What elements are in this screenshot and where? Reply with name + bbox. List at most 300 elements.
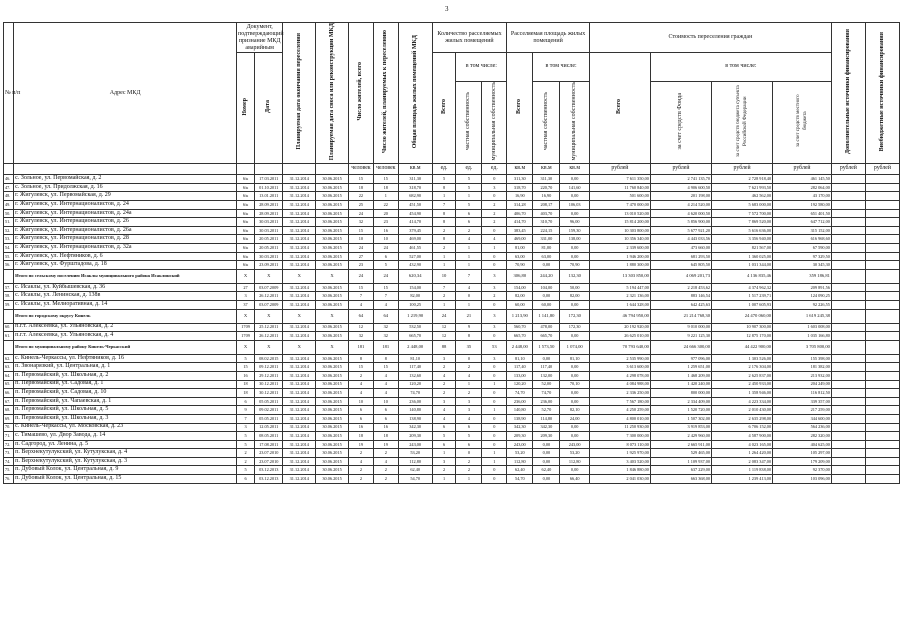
row-number-cell: 56. (4, 261, 14, 270)
table-cell: 1 213,90 (507, 309, 533, 323)
table-cell: 0 (482, 414, 507, 423)
col-cost-header: Стоимость переселения граждан (589, 23, 831, 53)
address-cell: Итого по муниципальному району Кинель-Черкасский (14, 340, 237, 354)
table-cell: 1 119 838,00 (712, 466, 773, 475)
unit-cell: рублей (712, 164, 773, 175)
table-cell: 63,00 (533, 252, 560, 261)
table-cell: 18 (373, 432, 398, 441)
col-extra-header: Дополнительные источники финансирования (844, 29, 851, 155)
table-row (4, 432, 900, 441)
table-cell: 192 580,00 (773, 201, 832, 210)
table-cell: 564 236,00 (773, 423, 832, 432)
table-cell (831, 175, 865, 184)
table-cell: 2 (348, 449, 373, 458)
table-cell: 501 600,00 (589, 192, 650, 201)
table-cell: 6/к (237, 192, 255, 201)
table-cell (831, 414, 865, 423)
table-cell: X (316, 340, 349, 354)
table-cell: 17.03.2011 (255, 175, 283, 184)
table-cell: 12 875 170,00 (712, 332, 773, 341)
address-cell: п. Первомайский, ул. Школьная, д. 2 (14, 371, 237, 380)
table-cell: 6 (348, 406, 373, 415)
table-cell: 31.12.2014 (283, 244, 316, 253)
table-cell: 2 (482, 218, 507, 227)
table-cell: 4 587 900,00 (712, 432, 773, 441)
table-cell: 1 (456, 380, 482, 389)
table-cell: 31.12.2014 (283, 397, 316, 406)
table-cell: 4 (456, 235, 482, 244)
table-cell: 3 (432, 457, 456, 466)
col-residents-total-header: Число жителей, всего (357, 62, 364, 121)
table-cell: 3 (237, 423, 255, 432)
table-row (4, 323, 900, 332)
table-cell: 30.03.2011 (255, 226, 283, 235)
col-rooms-incl-header: в том числе: (456, 53, 507, 82)
table-cell: 15 (373, 363, 398, 372)
table-cell: 4 (348, 380, 373, 389)
col-num-header: № п/п (4, 23, 14, 164)
table-cell (831, 261, 865, 270)
table-cell: 6/к (237, 226, 255, 235)
table-cell (865, 440, 899, 449)
table-cell: 16,90 (507, 192, 533, 201)
table-cell: 2 010 430,00 (712, 406, 773, 415)
table-cell: 6 (432, 423, 456, 432)
col-area-total-header: Всего (516, 99, 523, 115)
table-cell: 1 109 937,00 (650, 457, 711, 466)
table-cell: 1 (432, 192, 456, 201)
table-cell (831, 252, 865, 261)
table-cell: 26.12.2011 (255, 292, 283, 301)
col-area-private-header: частная собственность (542, 91, 549, 151)
table-cell: 5 (237, 466, 255, 475)
table-cell: 2 (432, 466, 456, 475)
table-cell: 31.12.2014 (283, 406, 316, 415)
table-cell: 3 (456, 397, 482, 406)
table-cell: 3 (482, 323, 507, 332)
table-cell: X (283, 340, 316, 354)
table-cell: 311,30 (507, 175, 533, 184)
unit-cell: человек (348, 164, 373, 175)
table-cell: 54,70 (398, 475, 432, 484)
table-cell: 7 (348, 292, 373, 301)
table-cell: 6 (237, 475, 255, 484)
table-cell (831, 300, 865, 309)
unit-cell (14, 164, 237, 175)
table-row (4, 449, 900, 458)
table-cell: 2 (348, 371, 373, 380)
table-cell: 132,60 (398, 371, 432, 380)
table-row (4, 244, 900, 253)
col-doc-date-header: Дата (265, 100, 272, 114)
table-cell: 74,70 (398, 389, 432, 398)
table-cell: 6 (348, 414, 373, 423)
table-cell: 1 219,90 (398, 309, 432, 323)
table-cell: 21 (456, 309, 482, 323)
table-cell (865, 183, 899, 192)
table-cell: 4 (373, 371, 398, 380)
table-cell: 7 (432, 283, 456, 292)
table-cell: 24 (373, 269, 398, 283)
subtotal-row (4, 309, 900, 323)
table-cell: 4 214 520,00 (650, 201, 711, 210)
table-cell: 53,20 (560, 449, 589, 458)
table-cell: 105 297,00 (773, 449, 832, 458)
table-cell: 52,70 (533, 406, 560, 415)
address-cell: Итого по городскому округу Кинель (14, 309, 237, 323)
table-cell: 6 (237, 397, 255, 406)
table-cell: 31.12.2014 (283, 354, 316, 363)
table-cell: 339 357,00 (773, 397, 832, 406)
table-cell: 12 (432, 332, 456, 341)
table-cell: 17.08.2011 (255, 440, 283, 449)
table-cell: 31.12.2014 (283, 201, 316, 210)
table-cell: 1 520 720,00 (650, 406, 711, 415)
table-cell (865, 209, 899, 218)
table-cell (831, 397, 865, 406)
table-cell (831, 363, 865, 372)
table-cell: 4 223 334,00 (712, 397, 773, 406)
table-cell: 31.12.2014 (283, 363, 316, 372)
table-cell: 03.12.2013 (255, 466, 283, 475)
table-cell: 31.12.2014 (283, 175, 316, 184)
table-cell: 0 (482, 466, 507, 475)
table-cell: 30.06.2015 (316, 363, 349, 372)
table-cell: 0,00 (560, 332, 589, 341)
table-row (4, 209, 900, 218)
table-cell: 7 572 700,00 (712, 209, 773, 218)
address-cell: г. Жигулевск, ул. Интернационалистов, д. 24а (14, 209, 237, 218)
table-cell: 10 (432, 269, 456, 283)
table-cell: 527,00 (398, 252, 432, 261)
table-cell: 0,00 (560, 397, 589, 406)
table-cell: 2 (432, 389, 456, 398)
table-cell: 2 (348, 475, 373, 484)
table-cell: 31.12.2014 (283, 192, 316, 201)
table-cell: 461 145,50 (773, 175, 832, 184)
unit-cell: рублей (773, 164, 832, 175)
table-cell: 01.10.2011 (255, 183, 283, 192)
table-cell: 0,00 (560, 244, 589, 253)
table-body (4, 164, 900, 483)
table-cell: 461,55 (398, 244, 432, 253)
table-cell (831, 457, 865, 466)
table-cell: 1 (432, 300, 456, 309)
table-cell: 31.12.2014 (283, 371, 316, 380)
table-cell (831, 340, 865, 354)
table-cell: 0,00 (560, 389, 589, 398)
table-cell (831, 183, 865, 192)
table-cell: 7 567 180,00 (589, 397, 650, 406)
unit-cell (316, 164, 349, 175)
table-cell (865, 449, 899, 458)
emergency-housing-table (3, 22, 900, 484)
table-cell: 1 946 200,00 (589, 252, 650, 261)
table-cell (865, 397, 899, 406)
table-cell: 30.06.2015 (316, 300, 349, 309)
table-cell: 64 (348, 309, 373, 323)
table-cell (831, 332, 865, 341)
table-cell: 24 (373, 244, 398, 253)
table-cell: 4 443 033,56 (650, 235, 711, 244)
table-cell: 03.07.2009 (255, 283, 283, 292)
row-number-cell: 64. (4, 371, 14, 380)
table-cell: 30.06.2015 (316, 380, 349, 389)
table-cell: 18 (348, 183, 373, 192)
table-cell: 30.03.2011 (255, 252, 283, 261)
table-cell (865, 475, 899, 484)
table-cell: 8 (432, 183, 456, 192)
table-cell: 31.12.2014 (283, 183, 316, 192)
table-cell: 342,30 (507, 423, 533, 432)
table-cell: 1 846 880,00 (589, 466, 650, 475)
table-cell: 318,70 (507, 183, 533, 192)
address-cell: п. Первомайский, ул. Чапаевская, д. 1 (14, 397, 237, 406)
table-cell: 30 345,30 (773, 261, 832, 270)
table-cell (865, 218, 899, 227)
table-row (4, 406, 900, 415)
table-cell: 32 (373, 323, 398, 332)
table-cell: 1 (482, 406, 507, 415)
table-cell: 0,00 (533, 457, 560, 466)
table-cell: 106,03 (560, 201, 589, 210)
table-cell: 3 (237, 292, 255, 301)
table-cell: 217 259,00 (773, 406, 832, 415)
table-row (4, 354, 900, 363)
table-cell: 451,50 (398, 201, 432, 210)
table-cell: 31.12.2014 (283, 332, 316, 341)
table-cell: 209,30 (398, 432, 432, 441)
table-cell: 243,00 (507, 440, 533, 449)
table-cell: 6 (373, 406, 398, 415)
table-cell: 31.12.2014 (283, 423, 316, 432)
table-cell: 209,30 (507, 432, 533, 441)
table-row (4, 389, 900, 398)
table-cell (865, 380, 899, 389)
table-cell: 50,00 (560, 283, 589, 292)
table-cell (865, 406, 899, 415)
table-cell: 236,00 (533, 397, 560, 406)
table-cell: 30.06.2015 (316, 283, 349, 292)
table-cell: 31.12.2014 (283, 323, 316, 332)
table-cell: 9 (237, 406, 255, 415)
col-total-area-header: Общая площадь жилых помещений МКД (411, 34, 418, 149)
table-cell: 306,80 (507, 269, 533, 283)
table-cell: 2 334 409,00 (650, 397, 711, 406)
table-cell: 138,00 (560, 235, 589, 244)
table-cell (831, 209, 865, 218)
table-cell: 318,70 (398, 183, 432, 192)
table-cell: 4 800 010,00 (589, 414, 650, 423)
table-cell: 12.05.2011 (255, 423, 283, 432)
table-cell: 3 705 800,00 (773, 340, 832, 354)
table-cell: 24 (432, 309, 456, 323)
row-number-cell: 67. (4, 397, 14, 406)
table-cell: 2 (237, 457, 255, 466)
address-cell: с. Исаклы, ул. Мелиоративная, д. 14 (14, 300, 237, 309)
table-cell: 0,00 (560, 300, 589, 309)
table-cell: 0,00 (533, 292, 560, 301)
table-cell: 379,45 (398, 226, 432, 235)
table-cell: 13 303 850,00 (589, 269, 650, 283)
address-cell: г. Жигулевск, ул. Интернационалистов, д. 26 (14, 218, 237, 227)
table-cell: 7 869 520,00 (712, 218, 773, 227)
table-cell: 37 (237, 300, 255, 309)
table-cell: 9 221 125,30 (650, 332, 711, 341)
table-cell: 7 (432, 201, 456, 210)
table-cell (865, 235, 899, 244)
table-cell: 82,00 (398, 292, 432, 301)
address-cell: п. Первомайский, ул. Школьная, д. 3 (14, 414, 237, 423)
unit-cell: ед. (482, 164, 507, 175)
table-cell: 19 (348, 440, 373, 449)
row-number-cell: 60. (4, 323, 14, 332)
table-cell: 800 000,00 (650, 389, 711, 398)
table-cell: 0 (482, 363, 507, 372)
table-cell: 5 (456, 175, 482, 184)
table-cell: 82,00 (507, 292, 533, 301)
table-cell: 0,00 (560, 423, 589, 432)
table-cell: 0,00 (560, 209, 589, 218)
table-cell: 20.05.2011 (255, 235, 283, 244)
table-cell: X (237, 309, 255, 323)
table-cell (831, 201, 865, 210)
table-cell: 0 (456, 449, 482, 458)
table-cell: 1 (456, 244, 482, 253)
col-rooms-count-header: Количество расселяемых жилых помещений (432, 23, 507, 53)
row-number-cell: 65. (4, 380, 14, 389)
table-cell: 2 429 960,00 (650, 432, 711, 441)
table-cell: 0 (482, 261, 507, 270)
table-cell: 0 (482, 226, 507, 235)
table-cell: 30.06.2015 (316, 414, 349, 423)
table-cell: 7 (456, 269, 482, 283)
row-number-cell: 75. (4, 466, 14, 475)
table-cell (865, 363, 899, 372)
table-cell: 16 (237, 371, 255, 380)
table-cell: 46 794 950,00 (589, 309, 650, 323)
table-cell: 26 625 010,00 (589, 332, 650, 341)
table-cell: 8 (456, 332, 482, 341)
table-cell: 15 (348, 226, 373, 235)
table-cell: 31.12.2014 (283, 252, 316, 261)
table-cell: X (255, 309, 283, 323)
table-cell: 9 (456, 323, 482, 332)
table-cell: 665,70 (398, 332, 432, 341)
table-cell: 16 (373, 226, 398, 235)
col-plan-demolish-header: Планируемая дата сноса или реконструкции МКД (328, 23, 335, 161)
table-cell: 4 (456, 371, 482, 380)
table-cell: 0 (456, 292, 482, 301)
table-cell: 63,00 (507, 252, 533, 261)
table-cell: 0,00 (560, 371, 589, 380)
table-cell: 3 403 520,00 (589, 457, 650, 466)
table-cell: 74,70 (507, 389, 533, 398)
table-cell: 9 010 000,00 (650, 323, 711, 332)
table-cell: 66,40 (560, 475, 589, 484)
table-cell: 3 (456, 406, 482, 415)
table-cell (831, 218, 865, 227)
table-cell: 2 (432, 292, 456, 301)
table-cell: 2 (456, 363, 482, 372)
table-cell: 3 (432, 354, 456, 363)
row-number-cell: 53. (4, 235, 14, 244)
table-cell: X (237, 340, 255, 354)
table-cell: 8 (432, 218, 456, 227)
address-cell: п. Звонарязкий, ул. Центральная, д. 1 (14, 363, 237, 372)
table-cell: 6/к (237, 244, 255, 253)
table-cell: 4 (456, 414, 482, 423)
row-number-cell: 68. (4, 406, 14, 415)
table-cell: 5 (456, 201, 482, 210)
table-cell: 20 192 920,00 (589, 323, 650, 332)
address-cell: п.г.т. Алексеевка, ул. Ульяновская, д. 2 (14, 323, 237, 332)
table-cell: 31.12.2014 (283, 218, 316, 227)
table-cell: 96,00 (560, 218, 589, 227)
table-cell: 29.12.2011 (255, 371, 283, 380)
table-cell: 30.06.2015 (316, 244, 349, 253)
table-cell: 3 (482, 309, 507, 323)
table-cell: 236,00 (507, 397, 533, 406)
table-cell: 0,00 (533, 475, 560, 484)
unit-cell (4, 164, 14, 175)
table-cell: 08.05.2011 (255, 432, 283, 441)
table-cell: 6 (373, 252, 398, 261)
table-cell: 28.09.2011 (255, 209, 283, 218)
table-cell: 977 096,00 (650, 354, 711, 363)
table-cell (865, 261, 899, 270)
table-cell: 1709 (237, 332, 255, 341)
table-row (4, 440, 900, 449)
table-cell: 31.12.2014 (283, 226, 316, 235)
table-row (4, 475, 900, 484)
table-row (4, 192, 900, 201)
table-cell: 2 (482, 292, 507, 301)
table-cell: 406,70 (507, 209, 533, 218)
table-cell: 204 249,00 (773, 380, 832, 389)
table-cell: 44 422 900,00 (712, 340, 773, 354)
table-cell: 22 (348, 192, 373, 201)
table-cell: 8 (432, 209, 456, 218)
address-cell: г. Жигулевск, ул. Нефтяников, д. 6 (14, 252, 237, 261)
row-number-cell: 71. (4, 432, 14, 441)
table-cell: 103 096,00 (773, 475, 832, 484)
table-cell (831, 292, 865, 301)
table-cell: 645 805,50 (650, 261, 711, 270)
table-cell: 6 706 152,00 (712, 423, 773, 432)
table-cell (831, 406, 865, 415)
table-cell: 12 (348, 323, 373, 332)
table-cell: 30.03.2011 (255, 218, 283, 227)
table-cell: 8 (432, 235, 456, 244)
table-cell: 4 250 259,00 (589, 406, 650, 415)
unit-cell: ед. (432, 164, 456, 175)
table-cell: 7 621 993,50 (712, 183, 773, 192)
table-cell: 2 218 453,62 (650, 283, 711, 292)
row-number-cell: 62. (4, 354, 14, 363)
table-cell: 92 370,00 (773, 466, 832, 475)
table-cell: 03.07.2009 (255, 300, 283, 309)
table-cell (865, 192, 899, 201)
table-cell: 1 007 605,93 (712, 300, 773, 309)
table-cell: X (283, 309, 316, 323)
table-cell: 432,90 (398, 261, 432, 270)
table-cell: 24,00 (560, 414, 589, 423)
table-cell: 0,00 (533, 449, 560, 458)
table-cell: 7 300 000,00 (589, 432, 650, 441)
table-cell: 1 644 328,00 (589, 300, 650, 309)
table-cell: 1 (482, 449, 507, 458)
